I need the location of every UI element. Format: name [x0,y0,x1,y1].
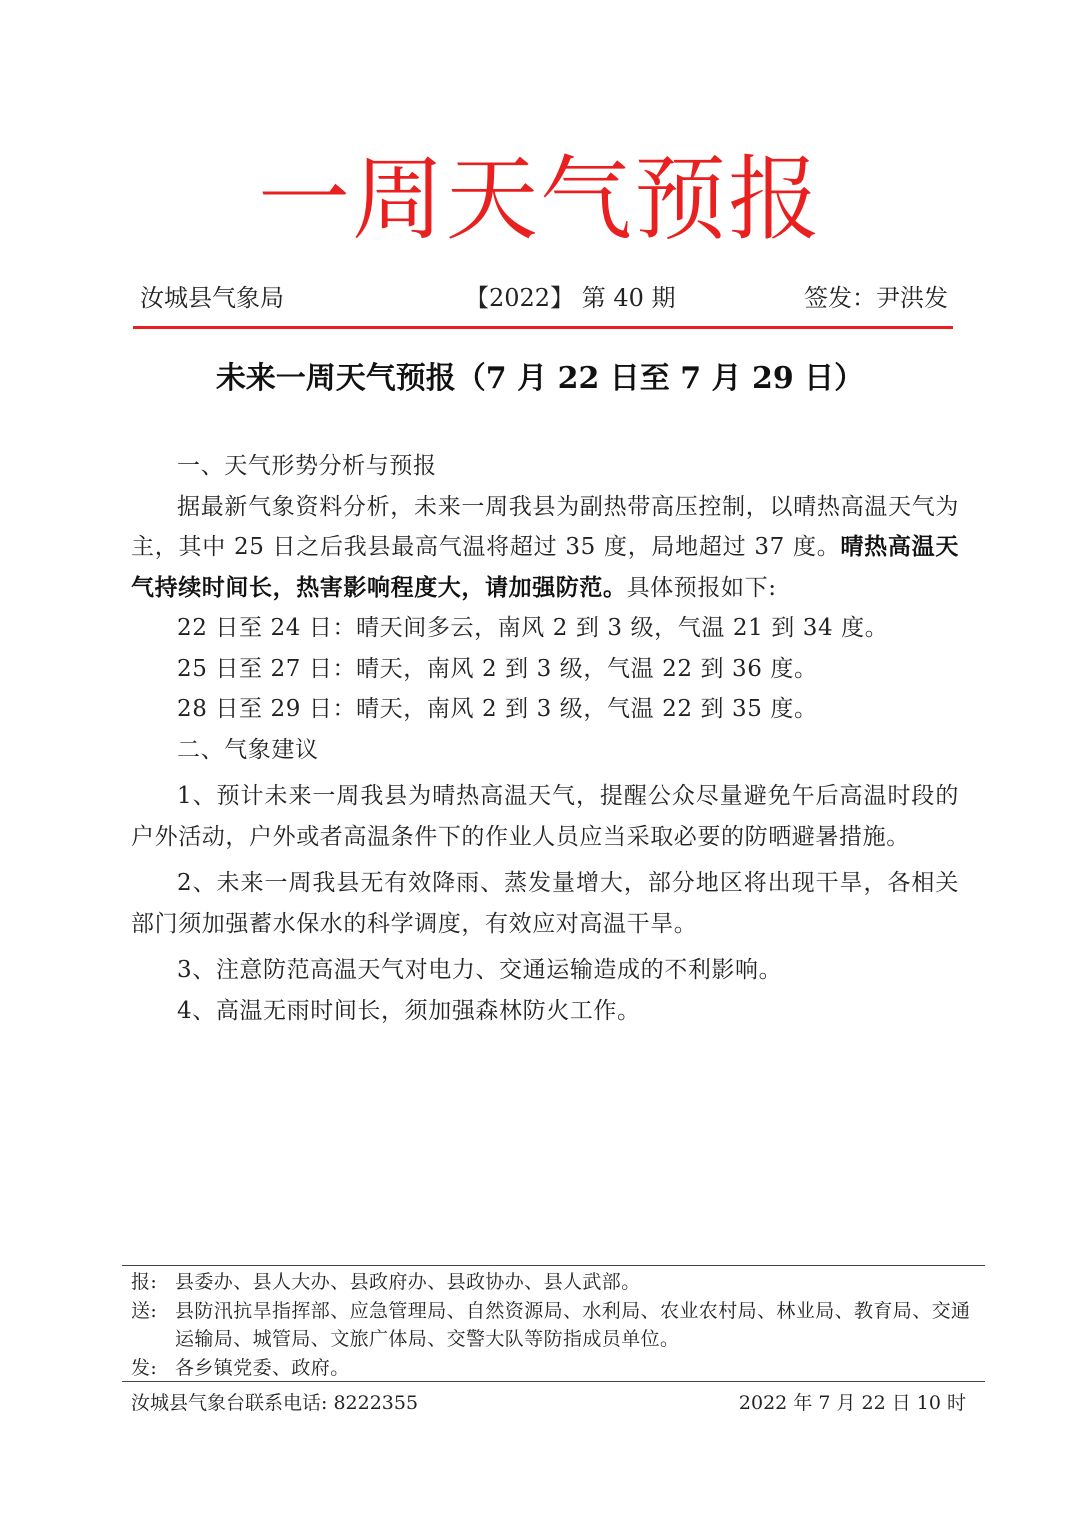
document-body [131,446,959,1031]
distribution-issue-row [131,1354,981,1383]
document-title: 未来一周天气预报（7 月 22 日至 7 月 29 日） [215,361,865,396]
distribution-report-row [131,1268,981,1297]
forecast-line: 25 日至 27 日：晴天，南风 2 到 3 级，气温 22 到 36 度。 [177,655,818,682]
section-heading-advice: 二、气象建议 [177,736,319,763]
masthead-title: 一周天气预报 [257,146,822,253]
analysis-paragraph [131,487,959,609]
distribution-bottom-rule [122,1381,985,1382]
analysis-text: 据最新气象资料分析，未来一周我县为副热带高压控制，以晴热高温天气为主，其中 25 日之后我县最高气温将超过 35 度，局地超过 37 度。 [131,493,959,560]
send-label: 送: [131,1299,158,1322]
forecast-line: 28 日至 29 日：晴天，南风 2 到 3 级，气温 22 到 35 度。 [177,696,818,722]
analysis-lead-in: 具体预报如下: [626,574,777,601]
distribution-send-row [131,1297,981,1354]
advice-item: 3、注意防范高温天气对电力、交通运输造成的不利影响。 [177,957,783,983]
issue-recipients: 各乡镇党委、政府。 [175,1356,350,1379]
signer: 签发：尹洪发 [804,284,948,312]
distribution-list [131,1268,981,1382]
advice-item: 2、未来一周我县无有效降雨、蒸发量增大，部分地区将出现干旱，各相关部门须加强蓄水保水的科学调度，有效应对高温干旱。 [131,870,959,937]
report-recipients: 县委办、县人大办、县政府办、县政协办、县人武部。 [175,1271,641,1293]
issuer-name: 汝城县气象局 [140,284,284,312]
forecast-line: 22 日至 24 日：晴天间多云，南风 2 到 3 级，气温 21 到 34 度。 [177,615,889,641]
distribution-top-rule [122,1265,985,1266]
advice-item: 4、高温无雨时间长，须加强森林防火工作。 [177,997,641,1024]
red-divider [133,326,953,329]
send-recipients: 县防汛抗旱指挥部、应急管理局、自然资源局、水利局、农业农村局、林业局、教育局、交通运输局、城管局、文旅广体局、交警大队等防指成员单位。 [175,1299,971,1350]
advice-item: 1、预计未来一周我县为晴热高温天气，提醒公众尽量避免午后高温时段的户外活动，户外或者高温条件下的作业人员应当采取必要的防晒避暑措施。 [131,783,959,850]
section-heading-analysis: 一、天气形势分析与预报 [177,453,437,479]
issue-label: 发: [131,1356,158,1379]
issue-number: 【2022】 第 40 期 [465,284,676,312]
analysis-warning: 晴热高温天气持续时间长，热害影响程度大，请加强防范。 [131,533,959,601]
report-label: 报: [131,1271,158,1293]
contact-phone: 汝城县气象台联系电话: 8222355 [131,1392,419,1414]
issue-datetime: 2022 年 7 月 22 日 10 时 [738,1392,966,1414]
